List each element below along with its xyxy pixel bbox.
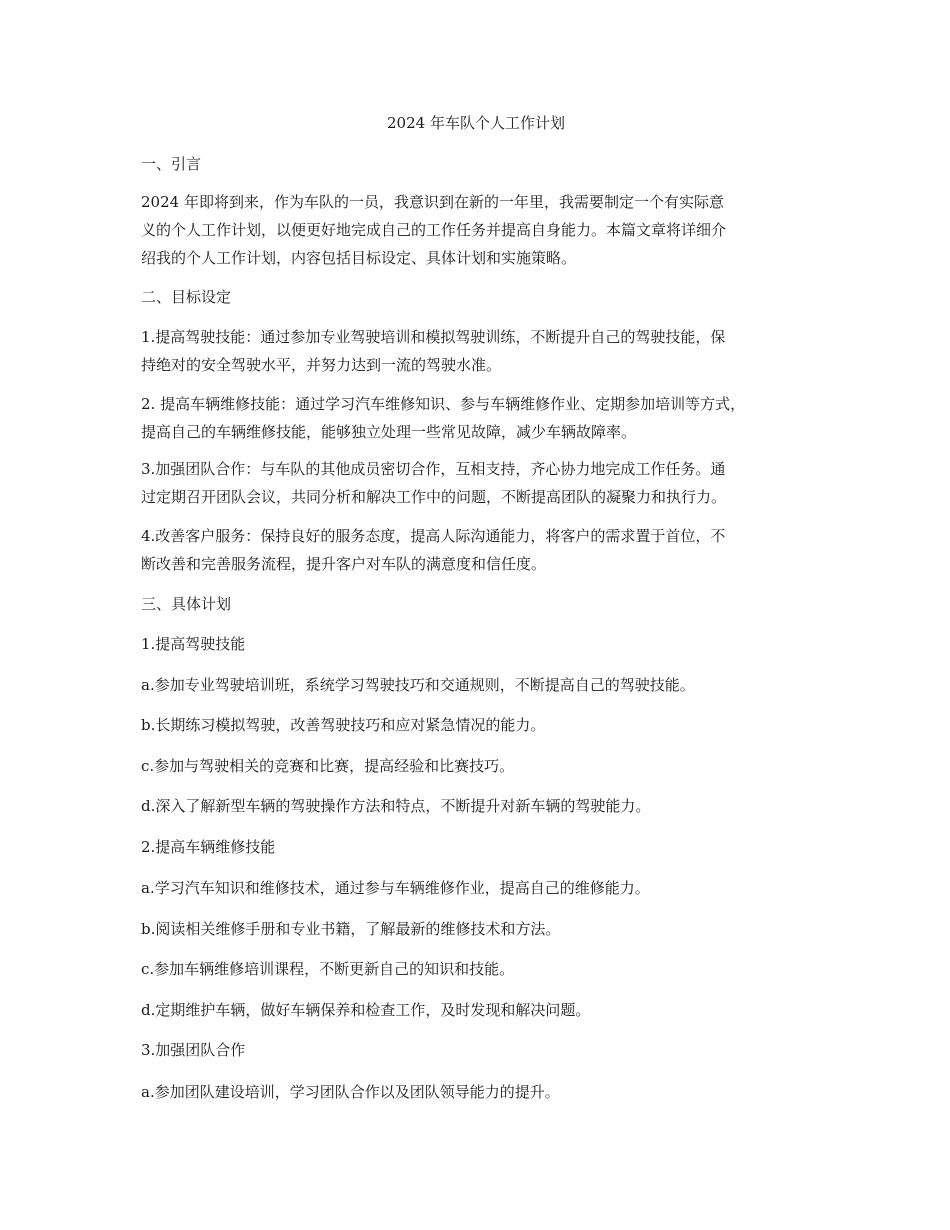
paragraph-goal-3 bbox=[141, 455, 811, 511]
subheading-driving bbox=[141, 630, 811, 658]
list-item bbox=[141, 1078, 811, 1106]
text-line: 2024 年即将到来，作为车队的一员，我意识到在新的一年里，我需要制定一个有实际意 bbox=[141, 193, 724, 211]
text-line: a.参加专业驾驶培训班，系统学习驾驶技巧和交通规则，不断提高自己的驾驶技能。 bbox=[141, 676, 695, 694]
text-line: 过定期召开团队会议，共同分析和解决工作中的问题，不断提高团队的凝聚力和执行力。 bbox=[141, 488, 727, 506]
text-line: 提高自己的车辆维修技能，能够独立处理一些常见故障，减少车辆故障率。 bbox=[141, 423, 637, 441]
text-line: 断改善和完善服务流程，提升客户对车队的满意度和信任度。 bbox=[141, 555, 547, 573]
text-line: b.长期练习模拟驾驶，改善驾驶技巧和应对紧急情况的能力。 bbox=[141, 716, 546, 734]
subheading-teamwork bbox=[141, 1036, 811, 1064]
paragraph-goal-4 bbox=[141, 522, 811, 578]
section-heading-goals bbox=[141, 283, 811, 311]
paragraph-goal-1 bbox=[141, 323, 811, 379]
text-line: d.定期维护车辆，做好车辆保养和检查工作，及时发现和解决问题。 bbox=[141, 1001, 591, 1019]
text-line: 2.提高车辆维修技能 bbox=[141, 838, 276, 856]
list-item bbox=[141, 792, 811, 820]
paragraph-intro bbox=[141, 188, 811, 272]
text-line: 三、具体计划 bbox=[141, 595, 232, 613]
text-line: c.参加与驾驶相关的竞赛和比赛，提高经验和比赛技巧。 bbox=[141, 757, 515, 775]
list-item bbox=[141, 711, 811, 739]
subheading-maintenance bbox=[141, 833, 811, 861]
text-line: d.深入了解新型车辆的驾驶操作方法和特点，不断提升对新车辆的驾驶能力。 bbox=[141, 797, 651, 815]
list-item bbox=[141, 752, 811, 780]
text-line: 3.加强团队合作：与车队的其他成员密切合作，互相支持，齐心协力地完成工作任务。通 bbox=[141, 460, 726, 478]
text-line: 二、目标设定 bbox=[141, 288, 232, 306]
text-line: 绍我的个人工作计划，内容包括目标设定、具体计划和实施策略。 bbox=[141, 249, 577, 267]
list-item bbox=[141, 955, 811, 983]
paragraph-goal-2 bbox=[141, 390, 811, 446]
document-title: 2024 年车队个人工作计划 bbox=[387, 114, 565, 132]
section-heading-intro bbox=[141, 150, 811, 178]
text-line: 1.提高驾驶技能 bbox=[141, 635, 246, 653]
text-line: a.参加团队建设培训，学习团队合作以及团队领导能力的提升。 bbox=[141, 1083, 560, 1101]
text-line: 3.加强团队合作 bbox=[141, 1041, 246, 1059]
list-item bbox=[141, 671, 811, 699]
list-item bbox=[141, 874, 811, 902]
list-item bbox=[141, 996, 811, 1024]
text-line: 一、引言 bbox=[141, 155, 202, 173]
text-line: 1.提高驾驶技能：通过参加专业驾驶培训和模拟驾驶训练，不断提升自己的驾驶技能，保 bbox=[141, 328, 726, 346]
text-line: 持绝对的安全驾驶水平，并努力达到一流的驾驶水准。 bbox=[141, 356, 502, 374]
text-line: 义的个人工作计划，以便更好地完成自己的工作任务并提高自身能力。本篇文章将详细介 bbox=[141, 221, 727, 239]
text-line: b.阅读相关维修手册和专业书籍，了解最新的维修技术和方法。 bbox=[141, 920, 561, 938]
list-item bbox=[141, 915, 811, 943]
section-heading-plan bbox=[141, 590, 811, 618]
text-line: a.学习汽车知识和维修技术，通过参与车辆维修作业，提高自己的维修能力。 bbox=[141, 879, 650, 897]
text-line: c.参加车辆维修培训课程，不断更新自己的知识和技能。 bbox=[141, 960, 515, 978]
text-line: 2. 提高车辆维修技能：通过学习汽车维修知识、参与车辆维修作业、定期参加培训等方式， bbox=[141, 395, 746, 413]
text-line: 4.改善客户服务：保持良好的服务态度，提高人际沟通能力，将客户的需求置于首位，不 bbox=[141, 527, 726, 545]
